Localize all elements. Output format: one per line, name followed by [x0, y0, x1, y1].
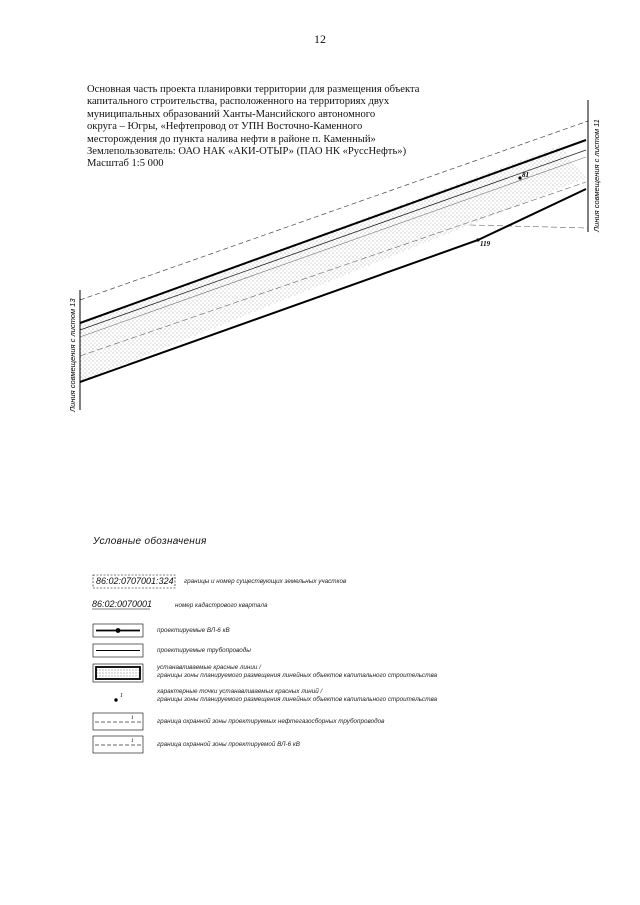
legend-symbol-point — [114, 698, 117, 701]
legend-symbol-zone — [96, 667, 140, 679]
point-119-label: 119 — [480, 240, 491, 248]
legend-vl-text: проектируемые ВЛ-6 кВ — [157, 627, 230, 634]
title-line: муниципальных образований Ханты-Мансийского автономного — [87, 108, 376, 120]
right-match-label: Линия совмещения с листом 11 — [592, 119, 601, 232]
title-line: Землепользователь: ОАО НАК «АКИ-ОТЫР» (ПАО НК «РуссНефть») — [87, 146, 407, 158]
title-line: месторождения до пункта налива нефти в районе п. Каменный» — [87, 133, 376, 145]
left-match-label: Линия совмещения с листом 13 — [68, 298, 77, 412]
legend-land-plot-text: границы и номер существующих земельных участков — [184, 578, 347, 585]
vl-line — [80, 157, 586, 337]
legend-land-plot-code: 86:02:0707001:324 — [96, 576, 174, 586]
legend-title: Условные обозначения — [93, 536, 207, 547]
pipeline-line — [80, 150, 586, 330]
legend-point-text: характерные точки устанавливаемых красных линий / — [157, 688, 323, 695]
legend-zone-text: устанавливаемые красные линии / — [157, 664, 261, 671]
red-line-bottom — [80, 189, 586, 382]
legend-pipeline-zone-text: граница охранной зоны проектируемых нефтегазосборных трубопроводов — [157, 718, 385, 725]
legend-cadastral-code: 86:02:0070001 — [92, 599, 153, 609]
title-line: капитального строительства, расположенного на территориях двух — [87, 96, 390, 108]
legend-zone-text-2: границы зоны планируемого размещения линейных объектов капитального строительства — [157, 672, 438, 679]
legend-marker-1: 1 — [131, 715, 134, 721]
point-81-label: 81 — [522, 171, 529, 179]
title-line: округа – Югры, «Нефтепровод от УПН Восточно-Каменного — [87, 121, 363, 133]
legend-marker-1: 1 — [131, 738, 134, 744]
scale-line: Масштаб 1:5 000 — [87, 158, 164, 170]
protection-zone-line — [470, 225, 588, 228]
legend-cadastral-text: номер кадастрового квартала — [175, 602, 268, 609]
legend-point-text-2: границы зоны планируемого размещения линейных объектов капитального строительства — [157, 696, 438, 703]
page-number: 12 — [314, 32, 326, 46]
planned-zone-area — [80, 146, 586, 382]
legend-marker-1: 1 — [120, 693, 123, 699]
red-line-top — [80, 140, 586, 323]
title-line: Основная часть проекта планировки территории для размещения объекта — [87, 84, 420, 95]
legend-pipeline-text: проектируемые трубопроводы — [157, 647, 251, 654]
legend-vl-zone-text: граница охранной зоны проектируемой ВЛ-6 кВ — [157, 741, 301, 748]
